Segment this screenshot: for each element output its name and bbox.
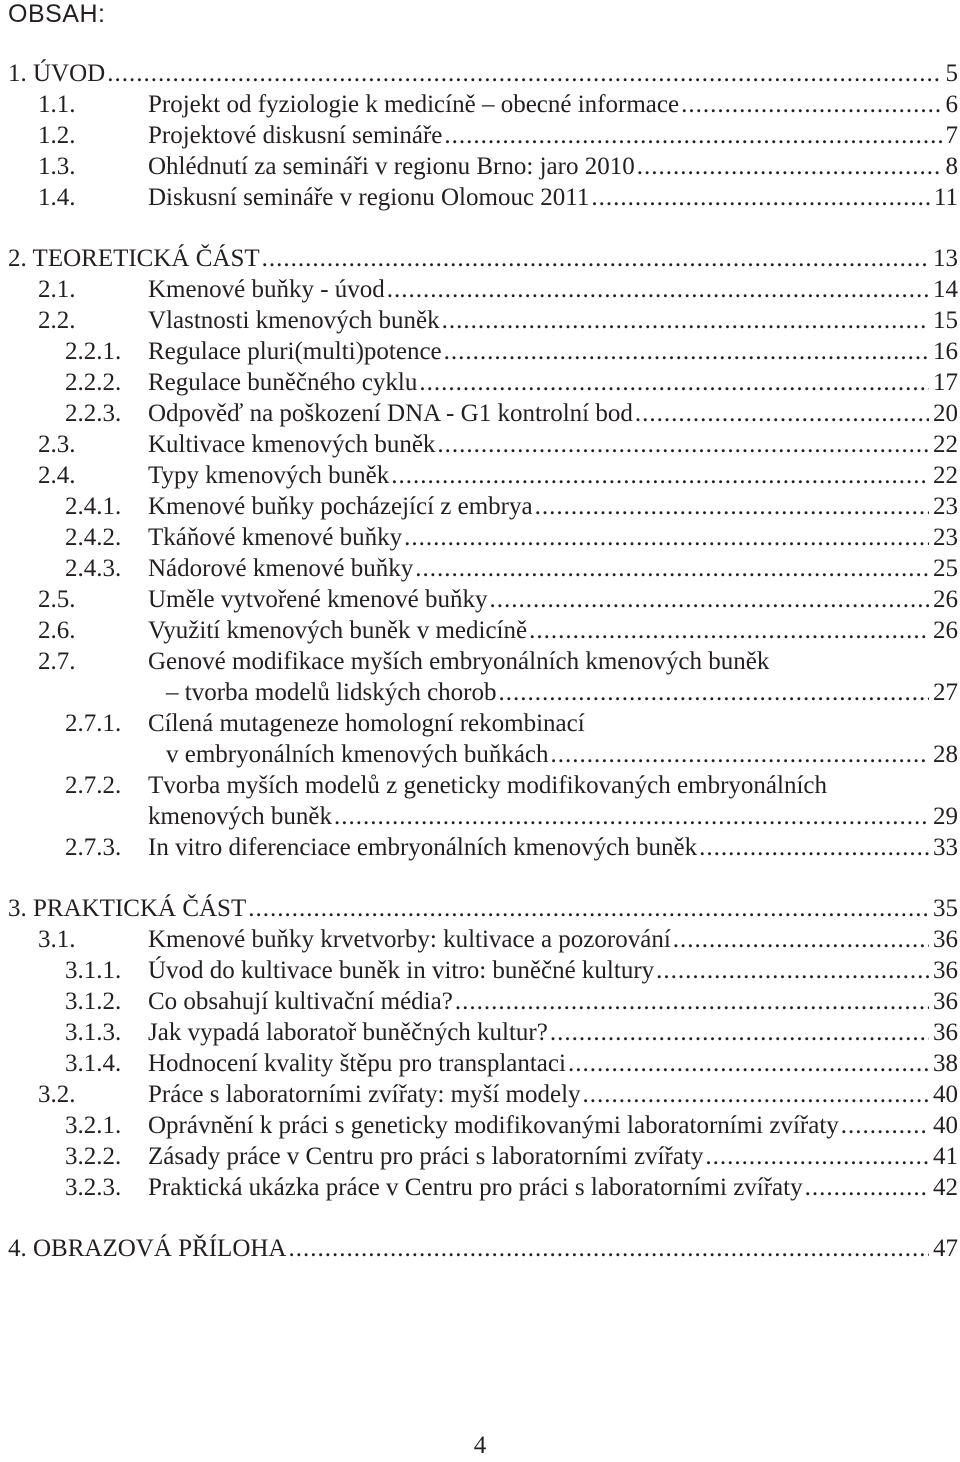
toc-entry-title: In vitro diferenciace embryonálních kmenových buněk xyxy=(148,834,698,861)
toc-page-number: 25 xyxy=(933,555,958,582)
dot-leader xyxy=(535,491,929,522)
dot-leader xyxy=(841,1110,929,1141)
dot-leader xyxy=(568,1048,929,1079)
dot-leader xyxy=(262,243,929,274)
toc-page-number: 36 xyxy=(933,957,958,984)
toc-section-number: 3.1.3. xyxy=(65,1019,122,1046)
toc-row xyxy=(0,182,960,213)
toc-page-number: 11 xyxy=(933,184,958,211)
dot-leader xyxy=(444,120,941,151)
dot-leader xyxy=(550,1017,929,1048)
dot-leader xyxy=(635,398,929,429)
toc-row xyxy=(0,924,960,955)
toc-chapter-title: 2. TEORETICKÁ ČÁST xyxy=(8,245,260,272)
dot-leader xyxy=(391,460,929,491)
toc-section-number: 2.6. xyxy=(38,617,76,644)
dot-leader xyxy=(442,305,929,336)
dot-leader xyxy=(551,739,929,770)
toc-section-number: 2.7. xyxy=(38,648,76,675)
toc-row xyxy=(0,460,960,491)
toc-chapter-title: 1. ÚVOD xyxy=(8,60,106,87)
toc-row xyxy=(0,739,960,770)
toc-section-number: 3.2.3. xyxy=(65,1174,122,1201)
toc-entry-title: Kultivace kmenových buněk xyxy=(148,431,436,458)
toc-row xyxy=(0,646,960,677)
toc-section-number: 2.2.2. xyxy=(65,369,122,396)
toc-section-number: 2.4.3. xyxy=(65,555,122,582)
toc-section-number: 2.7.2. xyxy=(65,772,122,799)
toc-row xyxy=(0,584,960,615)
toc-section-number: 2.7.3. xyxy=(65,834,122,861)
dot-leader xyxy=(387,274,929,305)
dot-leader xyxy=(415,553,929,584)
dot-leader xyxy=(637,151,942,182)
toc-entry-title: Cílená mutageneze homologní rekombinací xyxy=(148,710,585,737)
toc-page-number: 40 xyxy=(933,1081,958,1108)
toc-entry-title: Úvod do kultivace buněk in vitro: buněčné kultury xyxy=(148,957,655,984)
toc-section-number: 2.2.1. xyxy=(65,338,122,365)
toc-page-number: 47 xyxy=(933,1235,958,1262)
toc-page-number: 5 xyxy=(945,60,958,87)
toc-section-number: 3.1.1. xyxy=(65,957,122,984)
toc-entry-title: Projektové diskusní semináře xyxy=(148,122,443,149)
dot-leader xyxy=(490,584,930,615)
dot-leader xyxy=(656,955,929,986)
toc-entry-title: Zásady práce v Centru pro práci s laboratorními zvířaty xyxy=(148,1143,704,1170)
dot-leader xyxy=(288,1233,929,1264)
dot-leader xyxy=(455,986,929,1017)
toc-row xyxy=(0,893,960,924)
toc-row xyxy=(0,305,960,336)
dot-leader xyxy=(681,89,941,120)
toc-page-number: 36 xyxy=(933,988,958,1015)
toc-entry-title: Projekt od fyziologie k medicíně – obecné informace xyxy=(148,91,680,118)
dot-leader xyxy=(591,182,930,213)
dot-leader xyxy=(805,1172,929,1203)
toc-row xyxy=(0,1048,960,1079)
dot-leader xyxy=(499,677,930,708)
toc-entry-title: – tvorba modelů lidských chorob xyxy=(166,679,497,706)
toc-row xyxy=(0,955,960,986)
toc-row xyxy=(0,1110,960,1141)
toc-section-number: 1.1. xyxy=(38,91,76,118)
toc-row xyxy=(0,677,960,708)
toc-row xyxy=(0,58,960,89)
toc-row xyxy=(0,1233,960,1264)
toc-entry-title: Praktická ukázka práce v Centru pro práci s laboratorními zvířaty xyxy=(148,1174,803,1201)
toc-entry-title: Genové modifikace myších embryonálních kmenových buněk xyxy=(148,648,770,675)
toc-page-number: 27 xyxy=(933,679,958,706)
toc-section-number: 2.7.1. xyxy=(65,710,122,737)
dot-leader xyxy=(444,336,929,367)
toc-entry-title: Vlastnosti kmenových buněk xyxy=(148,307,440,334)
toc-row xyxy=(0,1141,960,1172)
toc-entry-title: Nádorové kmenové buňky xyxy=(148,555,414,582)
toc-page-number: 38 xyxy=(933,1050,958,1077)
toc-row xyxy=(0,986,960,1017)
toc-row xyxy=(0,491,960,522)
toc-row xyxy=(0,89,960,120)
toc-page-number: 33 xyxy=(933,834,958,861)
dot-leader xyxy=(404,522,929,553)
toc-row xyxy=(0,770,960,801)
toc-entry-title: Hodnocení kvality štěpu pro transplantaci xyxy=(148,1050,566,1077)
toc-entry-title: Využití kmenových buněk v medicíně xyxy=(148,617,528,644)
toc-page-number: 26 xyxy=(933,586,958,613)
toc-row xyxy=(0,1079,960,1110)
toc-chapter-title: 3. PRAKTICKÁ ČÁST xyxy=(8,895,247,922)
toc-page-number: 35 xyxy=(933,895,958,922)
toc-section-number: 1.4. xyxy=(38,184,76,211)
toc-entry-title: Kmenové buňky - úvod xyxy=(148,276,385,303)
toc-section-number: 3.1.4. xyxy=(65,1050,122,1077)
toc-section-number: 3.2. xyxy=(38,1081,76,1108)
toc-row xyxy=(0,708,960,739)
toc-row xyxy=(0,367,960,398)
toc-page-number: 17 xyxy=(933,369,958,396)
toc-page-number: 13 xyxy=(933,245,958,272)
toc-entry-title: Práce s laboratorními zvířaty: myší modely xyxy=(148,1081,581,1108)
page-title: OBSAH: xyxy=(8,0,106,28)
toc-section-number: 2.4.2. xyxy=(65,524,122,551)
toc-page-number: 26 xyxy=(933,617,958,644)
toc-row xyxy=(0,336,960,367)
toc-row xyxy=(0,429,960,460)
dot-leader xyxy=(583,1079,929,1110)
toc-page-number: 14 xyxy=(933,276,958,303)
toc-section-number: 3.1. xyxy=(38,926,76,953)
dot-leader xyxy=(107,58,941,89)
toc-row xyxy=(0,801,960,832)
toc-row xyxy=(0,1017,960,1048)
toc-section-number: 2.4.1. xyxy=(65,493,122,520)
toc-entry-title: kmenových buněk xyxy=(148,803,332,830)
toc-page-number: 20 xyxy=(933,400,958,427)
toc-section-number: 3.2.1. xyxy=(65,1112,122,1139)
toc-page-number: 23 xyxy=(933,493,958,520)
toc-entry-title: Kmenové buňky pocházející z embrya xyxy=(148,493,533,520)
toc-row xyxy=(0,243,960,274)
toc-chapter-title: 4. OBRAZOVÁ PŘÍLOHA xyxy=(8,1235,287,1262)
toc-entry-title: Diskusní semináře v regionu Olomouc 2011 xyxy=(148,184,590,211)
toc-section-number: 2.4. xyxy=(38,462,76,489)
toc-entry-title: Tvorba myších modelů z geneticky modifikovaných embryonálních xyxy=(148,772,827,799)
toc-page-number: 23 xyxy=(933,524,958,551)
toc-row xyxy=(0,615,960,646)
toc-entry-title: Oprávnění k práci s geneticky modifikovanými laboratorními zvířaty xyxy=(148,1112,839,1139)
toc-page-number: 40 xyxy=(933,1112,958,1139)
toc-section-number: 2.1. xyxy=(38,276,76,303)
dot-leader xyxy=(705,1141,929,1172)
toc-page-number: 8 xyxy=(945,153,958,180)
dot-leader xyxy=(419,367,929,398)
toc-row xyxy=(0,522,960,553)
toc-page-number: 28 xyxy=(933,741,958,768)
toc-page-number: 36 xyxy=(933,1019,958,1046)
toc-section-number: 1.3. xyxy=(38,153,76,180)
toc-row xyxy=(0,151,960,182)
toc-entry-title: Ohlédnutí za semináři v regionu Brno: jaro 2010 xyxy=(148,153,635,180)
toc-section-number: 2.2.3. xyxy=(65,400,122,427)
toc-entry-title: Tkáňové kmenové buňky xyxy=(148,524,403,551)
page-number: 4 xyxy=(473,1432,487,1459)
dot-leader xyxy=(437,429,929,460)
dot-leader xyxy=(699,832,929,863)
toc-entry-title: Regulace pluri(multi)potence xyxy=(148,338,442,365)
toc-entry-title: Odpověď na poškození DNA - G1 kontrolní bod xyxy=(148,400,633,427)
toc-section-number: 2.5. xyxy=(38,586,76,613)
toc-page-number: 29 xyxy=(933,803,958,830)
toc-row xyxy=(0,553,960,584)
toc-page-number: 41 xyxy=(933,1143,958,1170)
toc-row xyxy=(0,398,960,429)
toc-entry-title: Uměle vytvořené kmenové buňky xyxy=(148,586,488,613)
toc-entry-title: Co obsahují kultivační média? xyxy=(148,988,453,1015)
toc-section-number: 2.2. xyxy=(38,307,76,334)
toc-row xyxy=(0,120,960,151)
toc-entry-title: Jak vypadá laboratoř buněčných kultur? xyxy=(148,1019,548,1046)
toc-section-number: 3.2.2. xyxy=(65,1143,122,1170)
toc-page-number: 22 xyxy=(933,431,958,458)
toc-section-number: 2.3. xyxy=(38,431,76,458)
toc-row xyxy=(0,274,960,305)
toc-page-number: 22 xyxy=(933,462,958,489)
toc-page-number: 42 xyxy=(933,1174,958,1201)
toc-row xyxy=(0,1172,960,1203)
toc-section-number: 3.1.2. xyxy=(65,988,122,1015)
toc-page-number: 6 xyxy=(945,91,958,118)
toc-entry-title: Typy kmenových buněk xyxy=(148,462,390,489)
toc-entry-title: Kmenové buňky krvetvorby: kultivace a pozorování xyxy=(148,926,671,953)
toc-page-number: 16 xyxy=(933,338,958,365)
toc-page-number: 36 xyxy=(933,926,958,953)
dot-leader xyxy=(334,801,929,832)
toc-row xyxy=(0,832,960,863)
dot-leader xyxy=(673,924,929,955)
toc-section-number: 1.2. xyxy=(38,122,76,149)
toc-page-number: 15 xyxy=(933,307,958,334)
dot-leader xyxy=(529,615,929,646)
toc-page-number: 7 xyxy=(945,122,958,149)
toc-entry-title: v embryonálních kmenových buňkách xyxy=(166,741,549,768)
toc-entry-title: Regulace buněčného cyklu xyxy=(148,369,418,396)
dot-leader xyxy=(248,893,929,924)
